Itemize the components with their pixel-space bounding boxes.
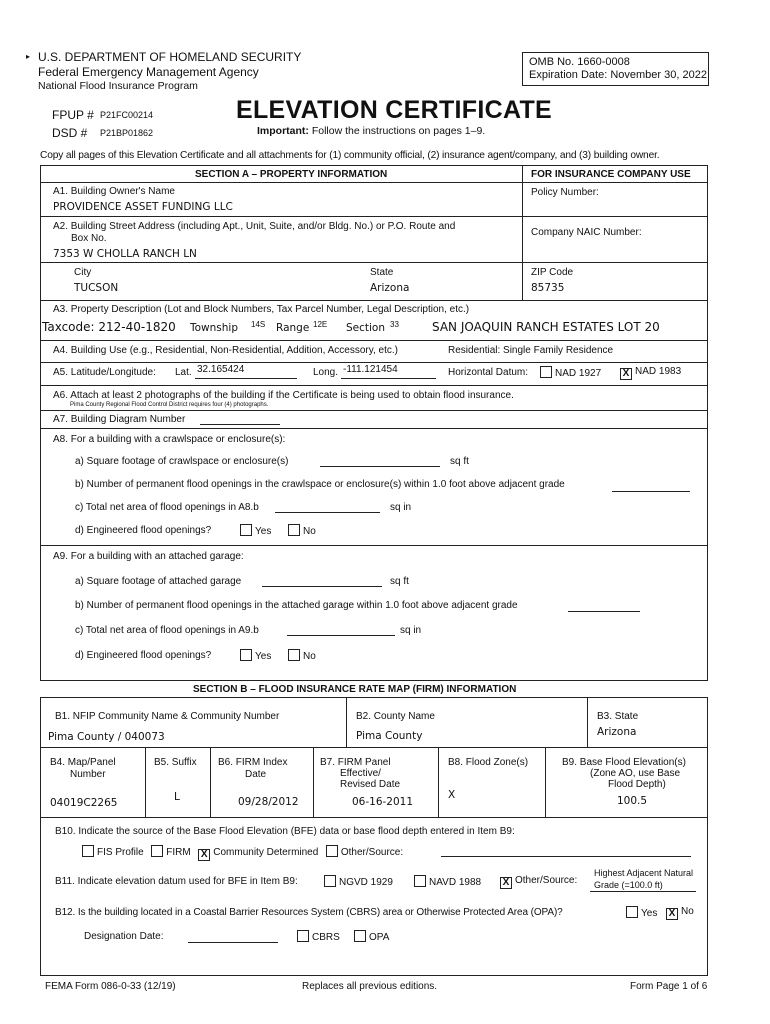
a8b-label: b) Number of permanent flood openings in the crawlspace or enclosure(s) within 1.0 foot above adjacent grade xyxy=(75,479,565,490)
a2-street-address: 7353 W CHOLLA RANCH LN xyxy=(53,248,197,260)
b10-firm-label: FIRM xyxy=(166,847,191,858)
rule xyxy=(313,747,314,817)
b11-other-source-cont: Grade (=100.0 ft) xyxy=(594,880,663,890)
a1-owner-name: PROVIDENCE ASSET FUNDING LLC xyxy=(53,201,233,213)
b7-label-cont2: Revised Date xyxy=(340,779,401,790)
a4-label: A4. Building Use (e.g., Residential, Non-Residential, Addition, Accessory, etc.) xyxy=(53,345,398,356)
b7-panel-date: 06-16-2011 xyxy=(352,796,414,808)
section-b-heading: SECTION B – FLOOD INSURANCE RATE MAP (FIRM) INFORMATION xyxy=(193,684,517,695)
b6-index-date: 09/28/2012 xyxy=(238,796,299,808)
naic-number-label: Company NAIC Number: xyxy=(531,227,642,238)
a5-latitude: 32.165424 xyxy=(197,364,245,375)
a8c-field[interactable] xyxy=(275,512,380,513)
rule xyxy=(210,747,211,817)
a5-lat-label: Lat. xyxy=(175,367,192,378)
omb-box xyxy=(522,52,709,86)
a9d-no-checkbox[interactable] xyxy=(288,649,300,661)
a3-range-label: Range xyxy=(276,322,310,334)
a5-long-label: Long. xyxy=(313,367,339,378)
b10-firm-checkbox[interactable] xyxy=(151,845,163,857)
rule xyxy=(40,340,708,341)
zip-label: ZIP Code xyxy=(531,267,574,278)
rule xyxy=(40,262,708,263)
b11-other-option[interactable] xyxy=(498,875,577,889)
rule xyxy=(40,747,708,748)
rule xyxy=(40,975,708,976)
a9b-label: b) Number of permanent flood openings in the attached garage within 1.0 foot above adjacent grade xyxy=(75,600,518,611)
a8a-field[interactable] xyxy=(320,466,440,467)
b11-ngvd-label: NGVD 1929 xyxy=(339,877,393,888)
rule xyxy=(40,300,708,301)
state-value: Arizona xyxy=(370,282,410,294)
b12-no-label: No xyxy=(681,906,694,917)
city-label: City xyxy=(74,267,92,278)
b4-label: B4. Map/Panel xyxy=(50,757,116,768)
a3-township-value: 14S xyxy=(251,320,266,329)
b9-base-flood-elevation: 100.5 xyxy=(617,795,648,807)
a3-taxcode: Taxcode: 212-40-1820 xyxy=(42,320,176,334)
a8c-unit: sq in xyxy=(390,502,412,513)
policy-number-label: Policy Number: xyxy=(531,187,599,198)
b12-label: B12. Is the building located in a Coastal Barrier Resources System (CBRS) area or Otherwise Protected Area (OPA)? xyxy=(55,907,563,918)
b6-label: B6. FIRM Index xyxy=(218,757,288,768)
a9-label: A9. For a building with an attached garage: xyxy=(53,551,244,562)
a5-nad1983-option[interactable] xyxy=(618,366,681,380)
b11-ngvd-option[interactable] xyxy=(322,875,393,888)
b12-designation-label: Designation Date: xyxy=(84,931,164,942)
b9-label: B9. Base Flood Elevation(s) xyxy=(562,757,686,768)
a9c-unit: sq in xyxy=(400,625,422,636)
rule xyxy=(545,747,546,817)
important-text: Follow the instructions on pages 1–9. xyxy=(311,125,486,137)
a5-nad1927-option[interactable] xyxy=(538,366,601,379)
a7-underline xyxy=(200,424,280,425)
footer-replaces: Replaces all previous editions. xyxy=(302,981,438,992)
a9d-yes-checkbox[interactable] xyxy=(240,649,252,661)
a5-datum-label: Horizontal Datum: xyxy=(448,367,529,378)
b10-fis-label: FIS Profile xyxy=(97,847,144,858)
dsd-value: P21BP01862 xyxy=(100,128,154,138)
dsd-label: DSD # xyxy=(52,126,88,140)
a5-long-underline xyxy=(341,378,436,379)
a3-label: A3. Property Description (Lot and Block Numbers, Tax Parcel Number, Legal Description, etc.) xyxy=(53,304,470,315)
a8a-label: a) Square footage of crawlspace or enclosure(s) xyxy=(75,456,289,467)
b6-label-cont: Date xyxy=(245,769,267,780)
b5-label: B5. Suffix xyxy=(154,757,197,768)
footer-form-number: FEMA Form 086-0-33 (12/19) xyxy=(45,981,176,992)
rule xyxy=(40,385,708,386)
b12-cbrs-option[interactable] xyxy=(295,930,340,943)
b10-fis-checkbox[interactable] xyxy=(82,845,94,857)
b1-community: Pima County / 040073 xyxy=(48,731,165,743)
rule xyxy=(587,697,588,747)
b12-no-option[interactable] xyxy=(664,906,694,920)
a7-label: A7. Building Diagram Number xyxy=(53,414,186,425)
a9c-field[interactable] xyxy=(287,635,395,636)
b12-designation-field[interactable] xyxy=(188,942,278,943)
b11-navd-checkbox[interactable] xyxy=(414,875,426,887)
nad1983-checkbox[interactable]: X xyxy=(620,368,632,380)
a5-longitude: -111.121454 xyxy=(343,364,398,375)
b1-label: B1. NFIP Community Name & Community Number xyxy=(55,711,280,722)
a8d-no-option[interactable] xyxy=(286,524,316,537)
a8d-no-label: No xyxy=(303,526,316,537)
b12-cbrs-checkbox[interactable] xyxy=(297,930,309,942)
important-label: Important: xyxy=(257,125,309,137)
rule xyxy=(40,410,708,411)
a9c-label: c) Total net area of flood openings in A9.b xyxy=(75,625,259,636)
b3-state: Arizona xyxy=(597,726,637,738)
rule xyxy=(40,697,708,698)
a5-lat-underline xyxy=(195,378,297,379)
b11-navd-label: NAVD 1988 xyxy=(429,877,482,888)
a8-label: A8. For a building with a crawlspace or enclosure(s): xyxy=(53,434,286,445)
rule xyxy=(40,216,708,217)
rule xyxy=(346,697,347,747)
page-title: ELEVATION CERTIFICATE xyxy=(236,96,553,124)
b12-opa-label: OPA xyxy=(369,932,390,943)
rule xyxy=(40,817,708,818)
a1-label: A1. Building Owner's Name xyxy=(53,186,175,197)
a4-building-use: Residential: Single Family Residence xyxy=(448,345,614,356)
city-value: TUCSON xyxy=(74,282,119,294)
rule xyxy=(522,165,523,300)
a9d-no-label: No xyxy=(303,651,316,662)
a8d-yes-checkbox[interactable] xyxy=(240,524,252,536)
program-name: National Flood Insurance Program xyxy=(38,80,198,92)
omb-number: OMB No. 1660-0008 xyxy=(529,56,630,68)
state-label: State xyxy=(370,267,394,278)
a8a-unit: sq ft xyxy=(450,456,469,467)
a9a-label: a) Square footage of attached garage xyxy=(75,576,242,587)
footer-page-number: Form Page 1 of 6 xyxy=(630,981,708,992)
b12-opa-checkbox[interactable] xyxy=(354,930,366,942)
b11-other-field[interactable] xyxy=(590,891,696,892)
a2-label-cont: Box No. xyxy=(71,233,107,244)
b10-community-label: Community Determined xyxy=(213,847,319,858)
b12-cbrs-label: CBRS xyxy=(312,932,340,943)
b8-label: B8. Flood Zone(s) xyxy=(448,757,529,768)
b11-other-label: Other/Source: xyxy=(515,875,578,886)
a3-section-label: Section xyxy=(346,322,386,334)
rule xyxy=(40,165,708,166)
rule xyxy=(40,680,708,681)
rule xyxy=(40,545,708,546)
a8c-label: c) Total net area of flood openings in A8.b xyxy=(75,502,259,513)
a9d-label: d) Engineered flood openings? xyxy=(75,650,212,661)
b10-label: B10. Indicate the source of the Base Flood Elevation (BFE) data or base flood depth entered in Item B9: xyxy=(55,826,515,837)
rule xyxy=(438,747,439,817)
b10-other-label: Other/Source: xyxy=(340,847,404,858)
rule xyxy=(707,697,708,975)
rule xyxy=(40,697,41,975)
b10-other-checkbox[interactable] xyxy=(326,845,338,857)
copy-notice: Copy all pages of this Elevation Certificate and all attachments for (1) community official, (2) insurance agent/company, and (3) building owner. xyxy=(40,150,660,161)
a2-label: A2. Building Street Address (including Apt., Unit, Suite, and/or Bldg. No.) or P.O. Route and xyxy=(53,221,456,232)
a8b-field[interactable] xyxy=(612,491,690,492)
zip-value: 85735 xyxy=(531,282,565,294)
b8-flood-zone: X xyxy=(448,789,456,801)
nad1927-checkbox[interactable] xyxy=(540,366,552,378)
b7-label: B7. FIRM Panel xyxy=(320,757,391,768)
b11-label: B11. Indicate elevation datum used for BFE in Item B9: xyxy=(55,876,298,887)
a9d-yes-label: Yes xyxy=(255,651,272,662)
a9d-yes-option[interactable] xyxy=(238,649,271,662)
rule xyxy=(40,165,41,680)
b12-yes-label: Yes xyxy=(641,908,658,919)
important-note xyxy=(257,125,485,137)
a3-range-value: 12E xyxy=(313,320,328,329)
b9-label-cont: (Zone AO, use Base xyxy=(590,768,681,779)
b12-yes-checkbox[interactable] xyxy=(626,906,638,918)
b12-no-checkbox[interactable]: X xyxy=(666,908,678,920)
b5-suffix: L xyxy=(174,791,180,803)
a3-section-value: 33 xyxy=(390,320,399,329)
a9a-field[interactable] xyxy=(262,586,382,587)
a9b-field[interactable] xyxy=(568,611,640,612)
rule xyxy=(707,165,708,680)
b11-other-source: Highest Adjacent Natural xyxy=(594,868,694,878)
b4-map-panel: 04019C2265 xyxy=(50,797,118,809)
a8d-yes-option[interactable] xyxy=(238,524,271,537)
nad1983-label: NAD 1983 xyxy=(635,366,682,377)
rule xyxy=(40,182,708,183)
rule xyxy=(40,362,708,363)
nad1927-label: NAD 1927 xyxy=(555,368,602,379)
a6-note: Pima County Regional Flood Control District requires four (4) photographs. xyxy=(70,402,269,408)
a9a-unit: sq ft xyxy=(390,576,409,587)
b11-other-checkbox[interactable]: X xyxy=(500,877,512,889)
a9d-no-option[interactable] xyxy=(286,649,316,662)
b12-yes-option[interactable] xyxy=(624,906,657,919)
b2-county: Pima County xyxy=(356,730,423,742)
a3-lot-description: SAN JOAQUIN RANCH ESTATES LOT 20 xyxy=(432,320,660,334)
b2-label: B2. County Name xyxy=(356,711,435,722)
b4-label-cont: Number xyxy=(70,769,106,780)
fpup-value: P21FC00214 xyxy=(100,110,154,120)
a8d-label: d) Engineered flood openings? xyxy=(75,525,212,536)
a5-label: A5. Latitude/Longitude: xyxy=(53,367,156,378)
expiration-date: Expiration Date: November 30, 2022 xyxy=(529,69,707,81)
a3-township-label: Township xyxy=(190,322,239,334)
a8d-no-checkbox[interactable] xyxy=(288,524,300,536)
b10-options xyxy=(80,845,403,861)
b7-label-cont: Effective/ xyxy=(340,768,381,779)
b11-navd-option[interactable] xyxy=(412,875,481,888)
b11-ngvd-checkbox[interactable] xyxy=(324,875,336,887)
a8d-yes-label: Yes xyxy=(255,526,272,537)
b9-label-cont2: Flood Depth) xyxy=(608,779,666,790)
a6-label: A6. Attach at least 2 photographs of the building if the Certificate is being used to obtain flood insurance. xyxy=(53,390,514,401)
agency-name: Federal Emergency Management Agency xyxy=(38,65,259,79)
insurance-use-heading: FOR INSURANCE COMPANY USE xyxy=(531,169,691,180)
rule xyxy=(145,747,146,817)
b10-community-checkbox[interactable]: X xyxy=(198,849,210,861)
b10-other-field[interactable] xyxy=(441,856,691,857)
department-name: U.S. DEPARTMENT OF HOMELAND SECURITY xyxy=(38,50,302,64)
fpup-label: FPUP # xyxy=(52,108,94,122)
rule xyxy=(40,428,708,429)
b12-opa-option[interactable] xyxy=(352,930,389,943)
b3-label: B3. State xyxy=(597,711,639,722)
bullet-mark: ▸ xyxy=(26,52,31,61)
section-a-heading: SECTION A – PROPERTY INFORMATION xyxy=(195,169,388,180)
